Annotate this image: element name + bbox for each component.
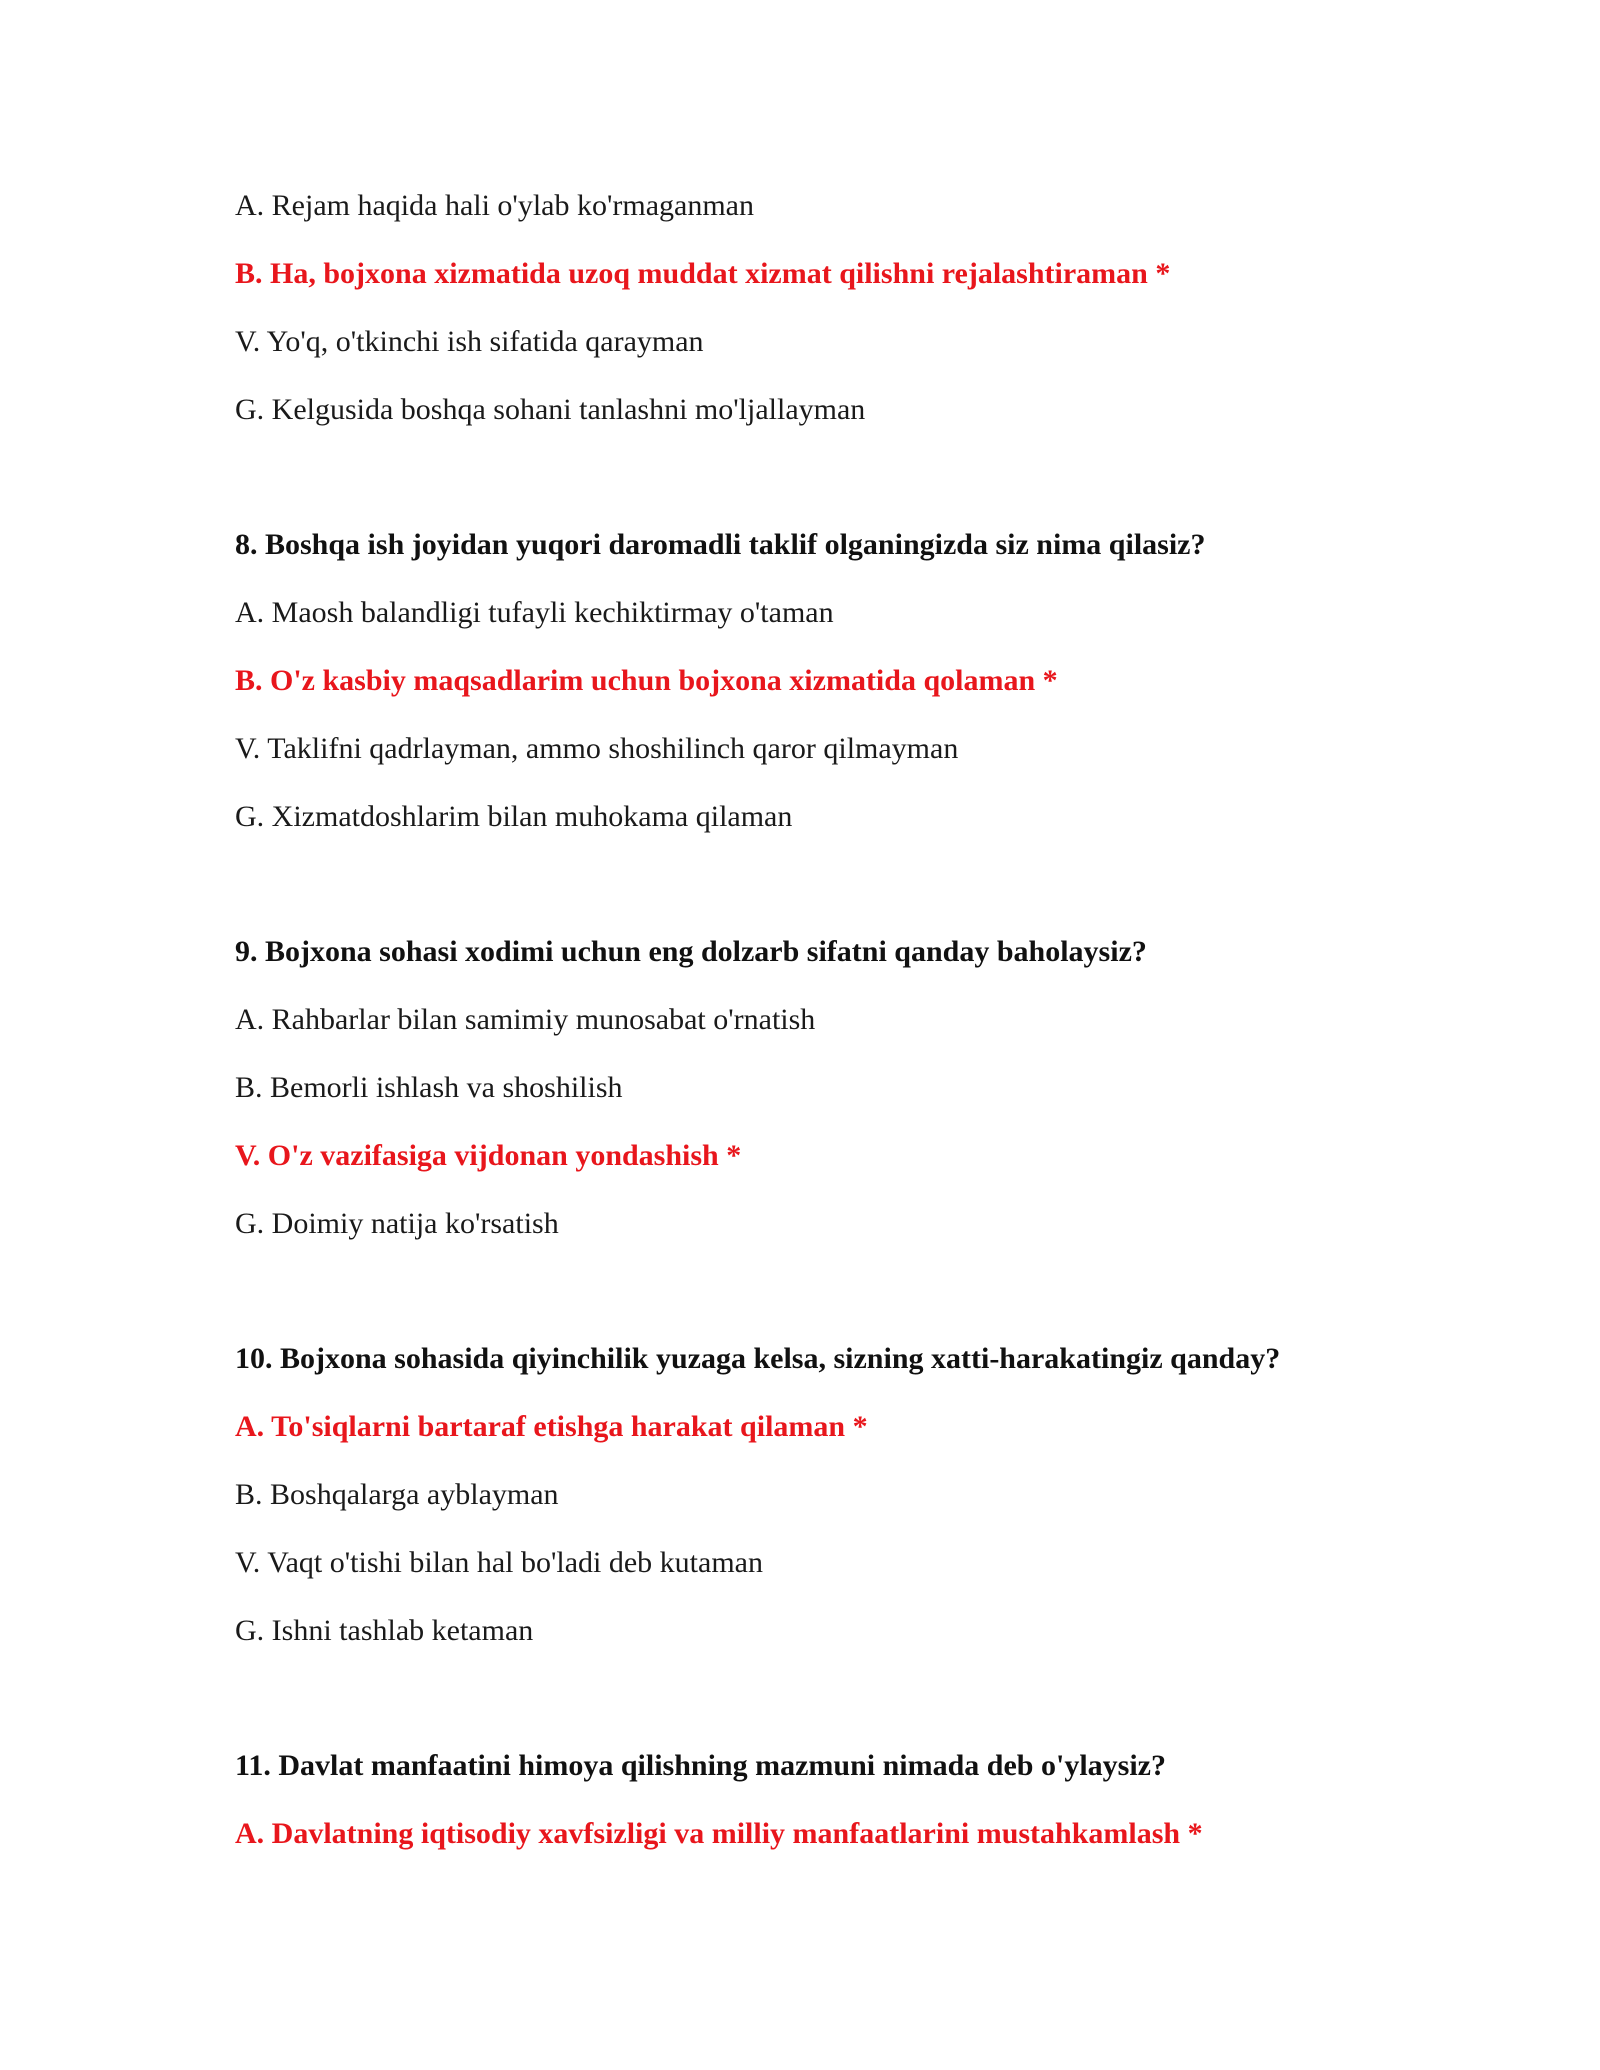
answer-option: G. Ishni tashlab ketaman (235, 1614, 534, 1647)
answer-option: V. Yo'q, o'tkinchi ish sifatida qarayman (235, 325, 704, 358)
answer-option-correct: B. Ha, bojxona xizmatida uzoq muddat xizmat qilishni rejalashtiraman * (235, 257, 1171, 290)
answer-option: G. Xizmatdoshlarim bilan muhokama qilaman (235, 800, 793, 833)
answer-option: G. Doimiy natija ko'rsatish (235, 1207, 559, 1240)
answer-option-correct: V. O'z vazifasiga vijdonan yondashish * (235, 1139, 742, 1172)
answer-option: G. Kelgusida boshqa sohani tanlashni mo'ljallayman (235, 393, 866, 426)
answer-option: B. Bemorli ishlash va shoshilish (235, 1071, 623, 1104)
question-text: 8. Boshqa ish joyidan yuqori daromadli taklif olganingizda siz nima qilasiz? (235, 528, 1206, 561)
answer-option-correct: A. Davlatning iqtisodiy xavfsizligi va milliy manfaatlarini mustahkamlash * (235, 1817, 1203, 1850)
answer-option-correct: B. O'z kasbiy maqsadlarim uchun bojxona xizmatida qolaman * (235, 664, 1058, 697)
question-spacer (235, 452, 1435, 519)
quiz-content (235, 180, 1435, 1876)
answer-option: A. Maosh balandligi tufayli kechiktirmay o'taman (235, 596, 834, 629)
question-text: 10. Bojxona sohasida qiyinchilik yuzaga kelsa, sizning xatti-harakatingiz qanday? (235, 1342, 1281, 1375)
question-spacer (235, 1266, 1435, 1333)
answer-option: A. Rahbarlar bilan samimiy munosabat o'rnatish (235, 1003, 816, 1036)
answer-option: B. Boshqalarga ayblayman (235, 1478, 559, 1511)
question-text: 11. Davlat manfaatini himoya qilishning mazmuni nimada deb o'ylaysiz? (235, 1749, 1166, 1782)
question-spacer (235, 859, 1435, 926)
answer-option: V. Vaqt o'tishi bilan hal bo'ladi deb kutaman (235, 1546, 763, 1579)
question-spacer (235, 1673, 1435, 1740)
answer-option: A. Rejam haqida hali o'ylab ko'rmaganman (235, 189, 754, 222)
question-text: 9. Bojxona sohasi xodimi uchun eng dolzarb sifatni qanday baholaysiz? (235, 935, 1147, 968)
answer-option-correct: A. To'siqlarni bartaraf etishga harakat qilaman * (235, 1410, 868, 1443)
answer-option: V. Taklifni qadrlayman, ammo shoshilinch qaror qilmayman (235, 732, 959, 765)
